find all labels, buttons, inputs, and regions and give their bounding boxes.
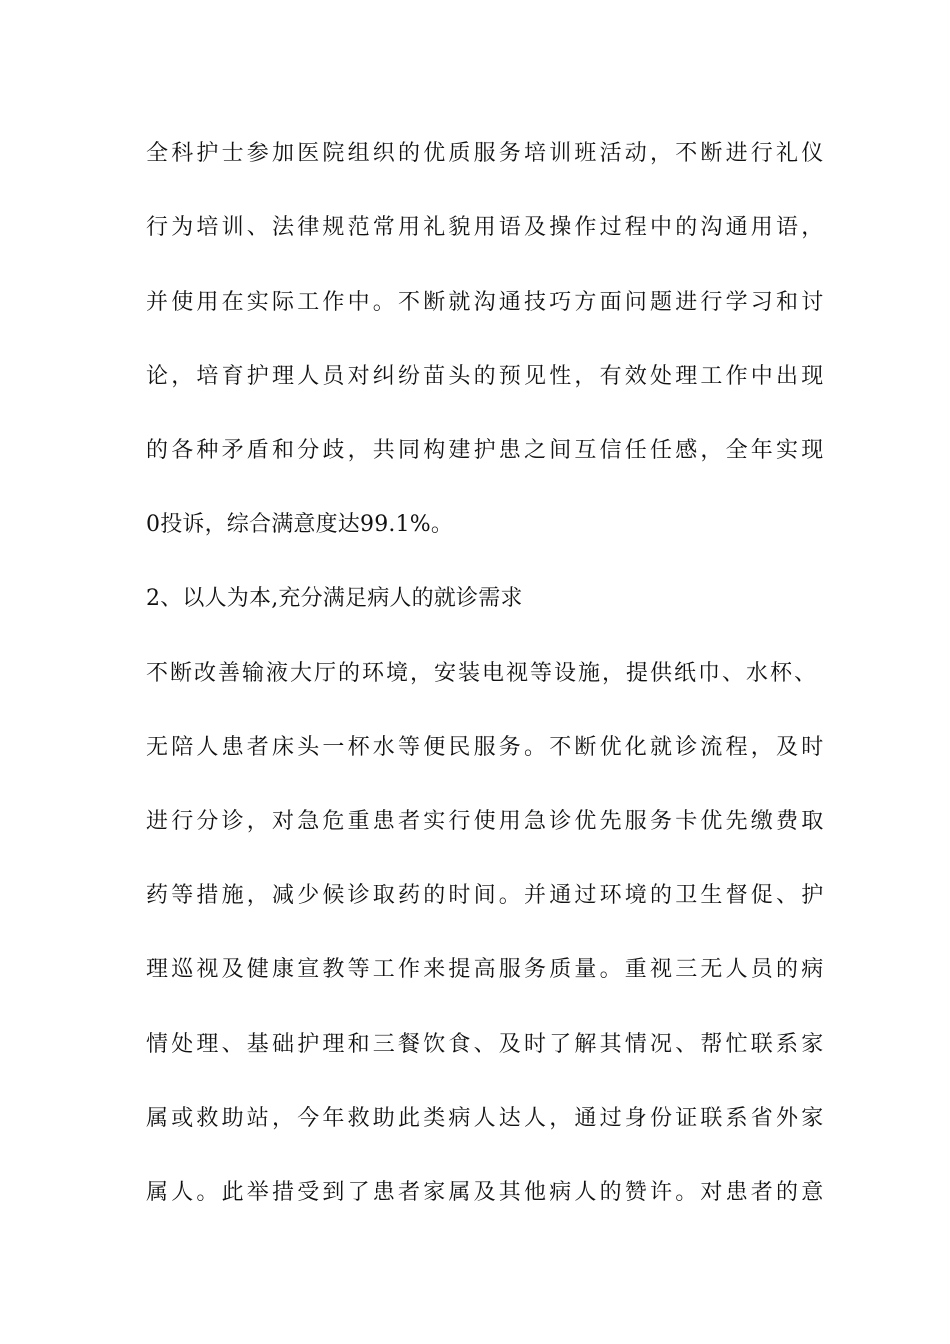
paragraph-line: 不断改善输液大厅的环境，安装电视等设施，提供纸巾、水杯、: [146, 661, 819, 686]
paragraph-line: 情处理、基础护理和三餐饮食、及时了解其情况、帮忙联系家: [146, 1032, 827, 1057]
paragraph-line: 属人。此举措受到了患者家属及其他病人的赞许。对患者的意: [146, 1180, 827, 1205]
paragraph-line: 理巡视及健康宣教等工作来提高服务质量。重视三无人员的病: [146, 957, 827, 982]
paragraph-line: 无陪人患者床头一杯水等便民服务。不断优化就诊流程，及时: [146, 735, 827, 760]
paragraph-line: 进行分诊，对急危重患者实行使用急诊优先服务卡优先缴费取: [146, 809, 827, 834]
paragraph-line: 的各种矛盾和分歧，共同构建护患之间互信任任感，全年实现: [146, 438, 827, 463]
paragraph-line: 行为培训、法律规范常用礼貌用语及操作过程中的沟通用语，: [146, 215, 827, 240]
paragraph-line: 药等措施，减少候诊取药的时间。并通过环境的卫生督促、护: [146, 883, 827, 908]
paragraph-line: 并使用在实际工作中。不断就沟通技巧方面问题进行学习和讨: [146, 290, 827, 315]
paragraph-line: 全科护士参加医院组织的优质服务培训班活动，不断进行礼仪: [146, 141, 827, 166]
paragraph-line: 属或救助站，今年救助此类病人达人，通过身份证联系省外家: [146, 1106, 827, 1131]
paragraph-line: 论，培育护理人员对纠纷苗头的预见性，有效处理工作中出现: [146, 364, 827, 389]
paragraph-line: 0投诉，综合满意度达99.1%。: [146, 512, 454, 537]
section-heading: 2、以人为本,充分满足病人的就诊需求: [146, 586, 523, 611]
